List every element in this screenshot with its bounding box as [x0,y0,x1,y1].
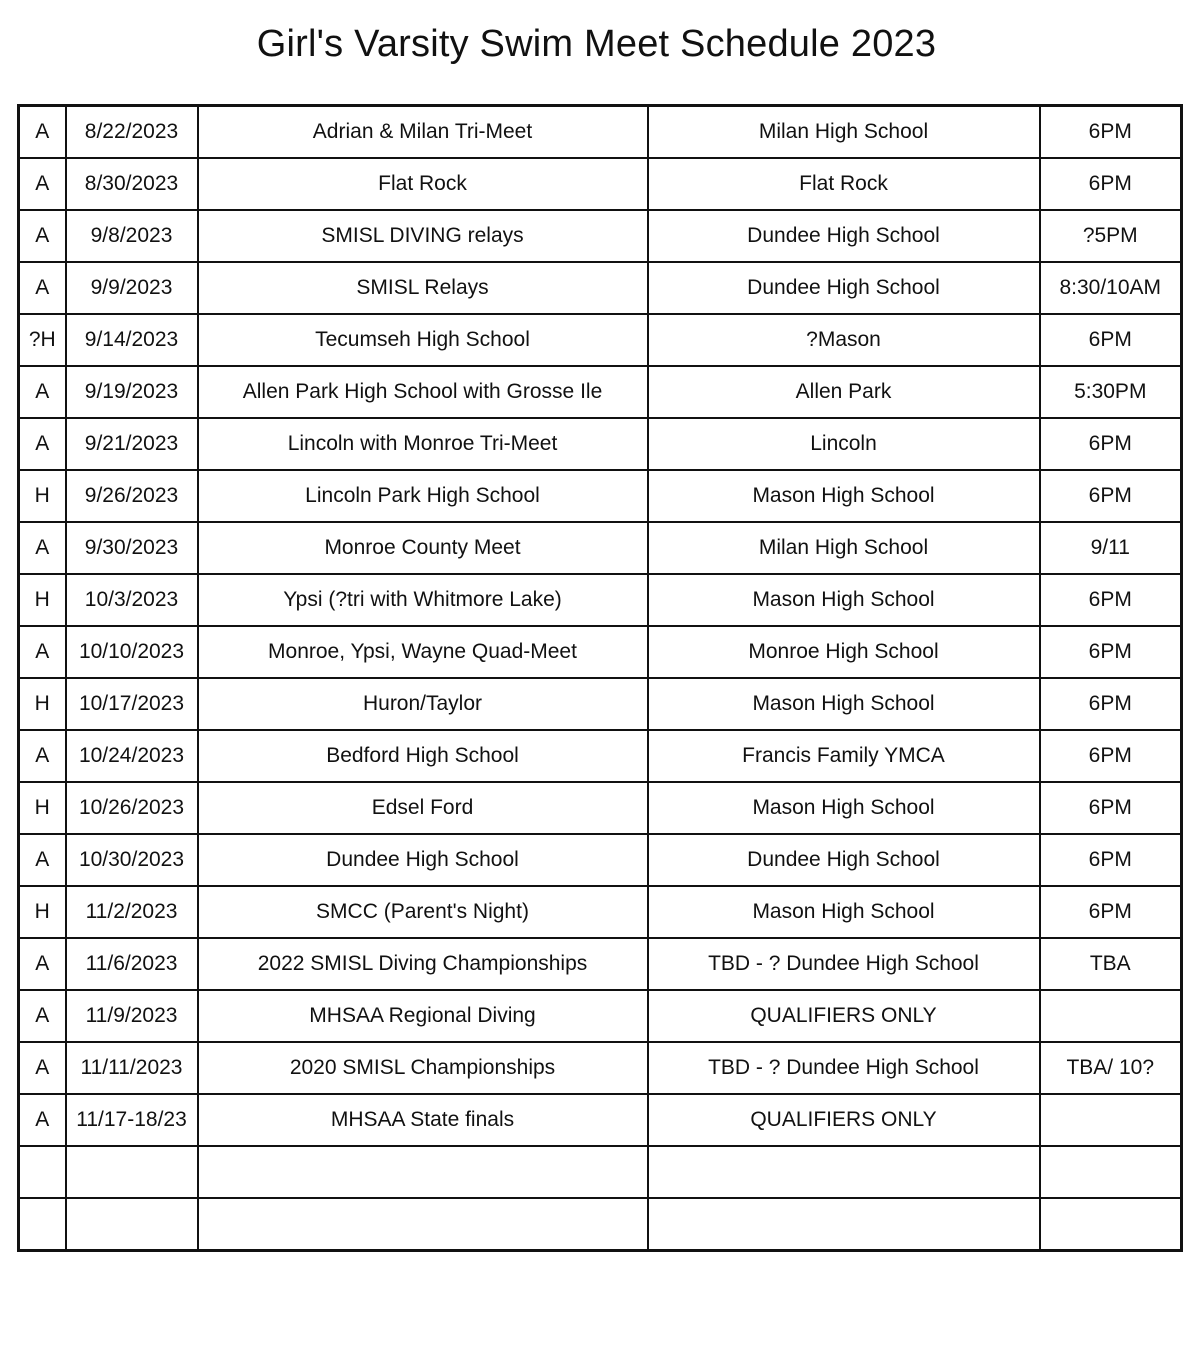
date-cell: 10/30/2023 [66,834,198,886]
page-title: Girl's Varsity Swim Meet Schedule 2023 [256,23,937,65]
date-cell: 9/30/2023 [66,522,198,574]
date-cell [66,1198,198,1251]
table-row [19,1094,1182,1146]
time-cell: 5:30PM [1040,366,1182,418]
home-away-cell: H [19,782,66,834]
location-cell: Monroe High School [648,626,1040,678]
table-row [19,366,1182,418]
home-away-cell [19,1146,66,1198]
home-away-cell: A [19,210,66,262]
table-row [19,886,1182,938]
home-away-cell: A [19,106,66,159]
time-cell: 6PM [1040,470,1182,522]
date-cell: 9/9/2023 [66,262,198,314]
table-row [19,1042,1182,1094]
home-away-cell: A [19,938,66,990]
time-cell [1040,1198,1182,1251]
time-cell: 6PM [1040,158,1182,210]
time-cell: 9/11 [1040,522,1182,574]
date-cell: 10/10/2023 [66,626,198,678]
table-row [19,262,1182,314]
table-row [19,1146,1182,1198]
date-cell: 10/26/2023 [66,782,198,834]
location-cell: Mason High School [648,886,1040,938]
event-cell: Dundee High School [198,834,648,886]
event-cell: Ypsi (?tri with Whitmore Lake) [198,574,648,626]
event-cell: Monroe, Ypsi, Wayne Quad-Meet [198,626,648,678]
location-cell: Dundee High School [648,210,1040,262]
location-cell: Francis Family YMCA [648,730,1040,782]
home-away-cell: A [19,834,66,886]
date-cell: 11/11/2023 [66,1042,198,1094]
date-cell: 9/8/2023 [66,210,198,262]
location-cell: TBD - ? Dundee High School [648,938,1040,990]
time-cell: 6PM [1040,418,1182,470]
time-cell: 6PM [1040,678,1182,730]
time-cell: 8:30/10AM [1040,262,1182,314]
home-away-cell: A [19,418,66,470]
location-cell [648,1146,1040,1198]
time-cell: 6PM [1040,574,1182,626]
home-away-cell: A [19,1042,66,1094]
event-cell: SMCC (Parent's Night) [198,886,648,938]
location-cell: Dundee High School [648,262,1040,314]
date-cell: 9/26/2023 [66,470,198,522]
table-row [19,522,1182,574]
date-cell: 8/30/2023 [66,158,198,210]
location-cell: Dundee High School [648,834,1040,886]
table-row [19,210,1182,262]
date-cell: 11/6/2023 [66,938,198,990]
home-away-cell: H [19,886,66,938]
home-away-cell: A [19,990,66,1042]
table-row [19,678,1182,730]
schedule-body [19,106,1182,1251]
event-cell: Flat Rock [198,158,648,210]
date-cell: 9/21/2023 [66,418,198,470]
event-cell: Tecumseh High School [198,314,648,366]
location-cell: ?Mason [648,314,1040,366]
time-cell: 6PM [1040,886,1182,938]
event-cell: SMISL DIVING relays [198,210,648,262]
event-cell: Lincoln with Monroe Tri-Meet [198,418,648,470]
table-row [19,782,1182,834]
home-away-cell: H [19,678,66,730]
location-cell [648,1198,1040,1251]
home-away-cell: A [19,522,66,574]
home-away-cell: A [19,158,66,210]
home-away-cell: H [19,574,66,626]
home-away-cell: A [19,262,66,314]
table-row [19,106,1182,159]
event-cell: Huron/Taylor [198,678,648,730]
table-row [19,730,1182,782]
home-away-cell: A [19,626,66,678]
table-row [19,158,1182,210]
event-cell: Edsel Ford [198,782,648,834]
schedule-table [17,104,1183,1252]
location-cell: QUALIFIERS ONLY [648,990,1040,1042]
event-cell: Bedford High School [198,730,648,782]
table-row [19,626,1182,678]
time-cell: 6PM [1040,106,1182,159]
time-cell [1040,1146,1182,1198]
date-cell: 10/3/2023 [66,574,198,626]
location-cell: Lincoln [648,418,1040,470]
home-away-cell: A [19,1094,66,1146]
date-cell: 10/24/2023 [66,730,198,782]
location-cell: TBD - ? Dundee High School [648,1042,1040,1094]
event-cell: Monroe County Meet [198,522,648,574]
event-cell: Adrian & Milan Tri-Meet [198,106,648,159]
location-cell: Flat Rock [648,158,1040,210]
table-row [19,314,1182,366]
table-row [19,574,1182,626]
table-row [19,834,1182,886]
time-cell: 6PM [1040,834,1182,886]
time-cell: 6PM [1040,626,1182,678]
date-cell: 11/17-18/23 [66,1094,198,1146]
time-cell [1040,990,1182,1042]
location-cell: Mason High School [648,574,1040,626]
location-cell: Mason High School [648,782,1040,834]
home-away-cell: A [19,730,66,782]
date-cell: 8/22/2023 [66,106,198,159]
home-away-cell: A [19,366,66,418]
home-away-cell: H [19,470,66,522]
event-cell: MHSAA State finals [198,1094,648,1146]
event-cell: 2022 SMISL Diving Championships [198,938,648,990]
table-row [19,1198,1182,1251]
time-cell: TBA/ 10? [1040,1042,1182,1094]
date-cell: 10/17/2023 [66,678,198,730]
time-cell: 6PM [1040,314,1182,366]
event-cell: Allen Park High School with Grosse Ile [198,366,648,418]
location-cell: Mason High School [648,470,1040,522]
location-cell: Allen Park [648,366,1040,418]
event-cell: Lincoln Park High School [198,470,648,522]
date-cell: 11/9/2023 [66,990,198,1042]
location-cell: QUALIFIERS ONLY [648,1094,1040,1146]
table-row [19,418,1182,470]
home-away-cell: ?H [19,314,66,366]
date-cell [66,1146,198,1198]
event-cell: 2020 SMISL Championships [198,1042,648,1094]
date-cell: 11/2/2023 [66,886,198,938]
time-cell [1040,1094,1182,1146]
event-cell [198,1198,648,1251]
time-cell: 6PM [1040,730,1182,782]
time-cell: TBA [1040,938,1182,990]
location-cell: Mason High School [648,678,1040,730]
location-cell: Milan High School [648,106,1040,159]
location-cell: Milan High School [648,522,1040,574]
table-row [19,938,1182,990]
date-cell: 9/19/2023 [66,366,198,418]
table-row [19,470,1182,522]
time-cell: 6PM [1040,782,1182,834]
time-cell: ?5PM [1040,210,1182,262]
event-cell: MHSAA Regional Diving [198,990,648,1042]
table-row [19,990,1182,1042]
home-away-cell [19,1198,66,1251]
date-cell: 9/14/2023 [66,314,198,366]
event-cell: SMISL Relays [198,262,648,314]
event-cell [198,1146,648,1198]
